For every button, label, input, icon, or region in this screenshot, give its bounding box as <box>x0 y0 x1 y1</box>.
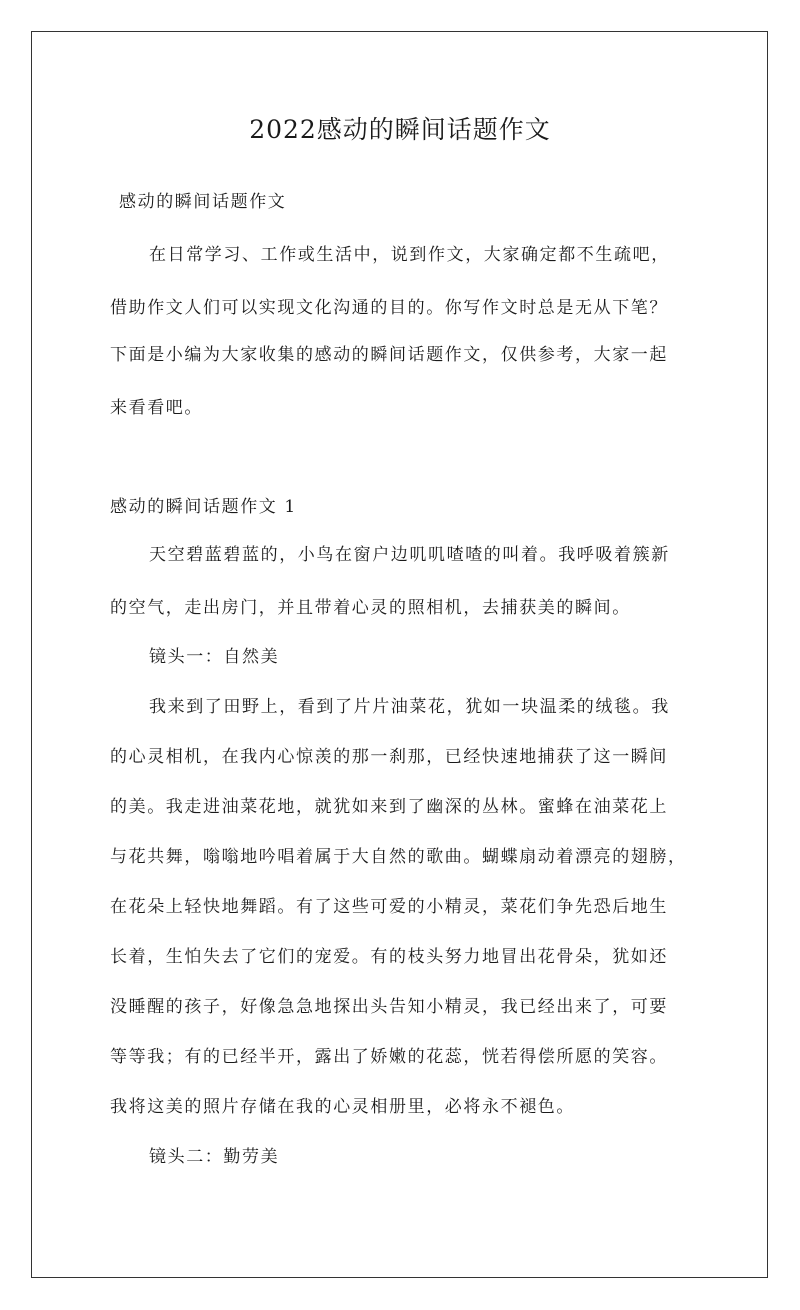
paragraph-line: 与花共舞，嗡嗡地吟唱着属于大自然的歌曲。蝴蝶扇动着漂亮的翅膀， <box>110 847 687 867</box>
intro-line: 在日常学习、工作或生活中，说到作文，大家确定都不生疏吧， <box>149 245 670 265</box>
intro-line: 来看看吧。 <box>110 398 203 418</box>
paragraph-line: 长着，生怕失去了它们的宠爱。有的枝头努力地冒出花骨朵，犹如还 <box>110 947 668 967</box>
section-heading: 感动的瞬间话题作文 1 <box>110 497 297 517</box>
paragraph-line: 天空碧蓝碧蓝的，小鸟在窗户边叽叽喳喳的叫着。我呼吸着簇新 <box>149 545 670 565</box>
paragraph-line: 我将这美的照片存储在我的心灵相册里，必将永不褪色。 <box>110 1097 575 1117</box>
paragraph-line: 等等我；有的已经半开，露出了娇嫩的花蕊，恍若得偿所愿的笑容。 <box>110 1047 668 1067</box>
shot-heading: 镜头一：自然美 <box>149 647 280 667</box>
paragraph-line: 我来到了田野上，看到了片片油菜花，犹如一块温柔的绒毯。我 <box>149 697 670 717</box>
intro-line: 下面是小编为大家收集的感动的瞬间话题作文，仅供参考，大家一起 <box>110 345 668 365</box>
paragraph-line: 的空气，走出房门，并且带着心灵的照相机，去捕获美的瞬间。 <box>110 598 631 618</box>
paragraph-line: 的心灵相机，在我内心惊羡的那一刹那，已经快速地捕获了这一瞬间 <box>110 747 668 767</box>
paragraph-line: 的美。我走进油菜花地，就犹如来到了幽深的丛林。蜜蜂在油菜花上 <box>110 797 668 817</box>
intro-line: 借助作文人们可以实现文化沟通的目的。你写作文时总是无从下笔？ <box>110 298 668 318</box>
paragraph-line: 在花朵上轻快地舞蹈。有了这些可爱的小精灵，菜花们争先恐后地生 <box>110 897 668 917</box>
document-subtitle: 感动的瞬间话题作文 <box>119 192 287 212</box>
page-border <box>31 31 768 1278</box>
paragraph-line: 没睡醒的孩子，好像急急地探出头告知小精灵，我已经出来了，可要 <box>110 997 668 1017</box>
shot-heading: 镜头二：勤劳美 <box>149 1147 280 1167</box>
document-title: 2022感动的瞬间话题作文 <box>249 115 551 144</box>
